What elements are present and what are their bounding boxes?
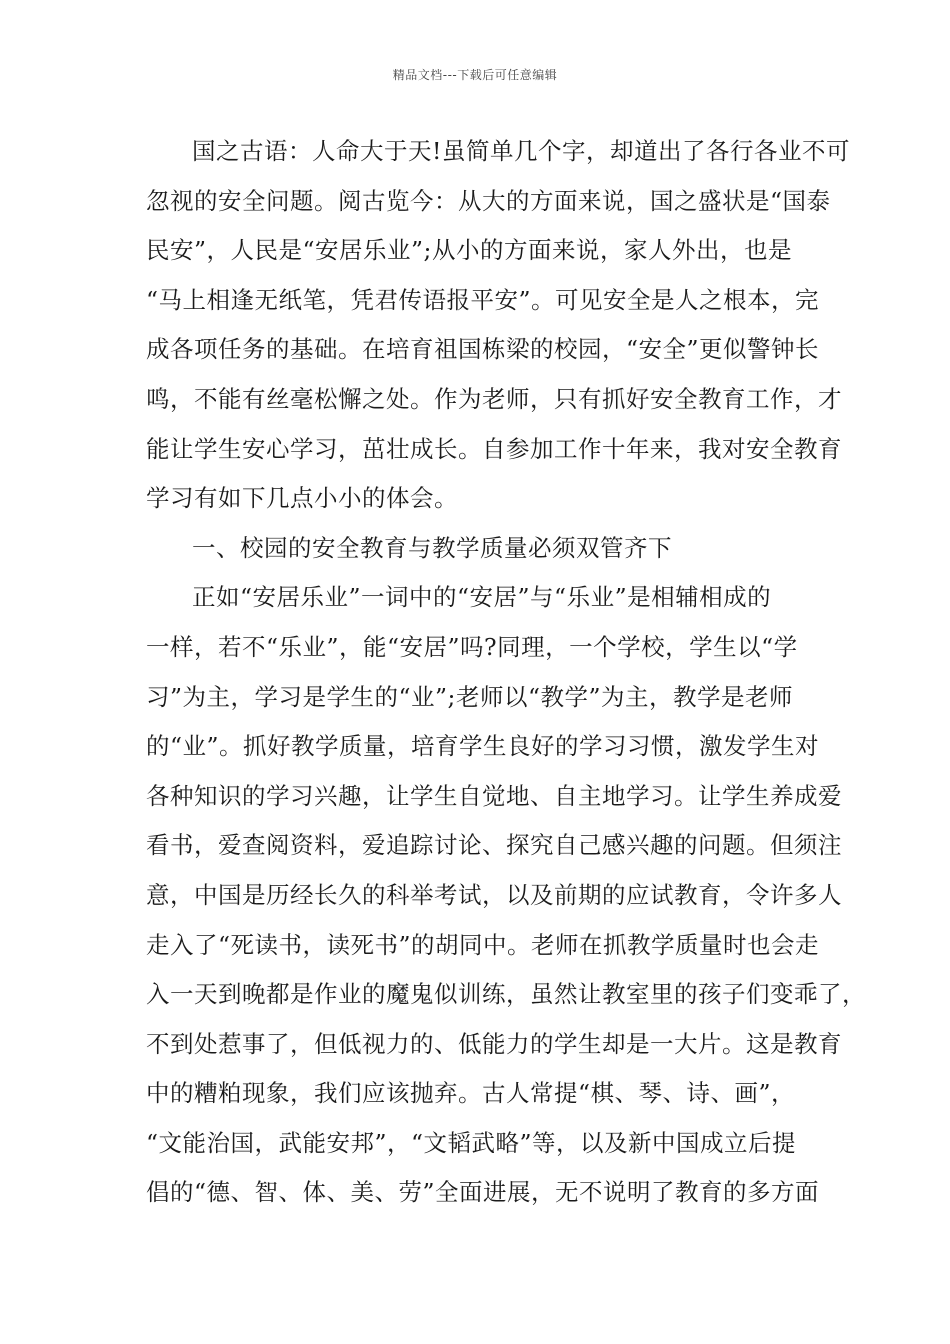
text-line: 意，中国是历经长久的科举考试，以及前期的应试教育，令许多人	[146, 880, 842, 909]
text-line: 国之古语：人命大于天!虽简单几个字，却道出了各行各业不可	[192, 137, 850, 165]
document-body	[146, 131, 866, 1222]
text-line: 各种知识的学习兴趣，让学生自觉地、自主地学习。让学生养成爱	[146, 781, 842, 810]
text-line: 的“业”。抓好教学质量，培育学生良好的学习习惯，激发学生对	[146, 732, 820, 761]
text-line: 学习有如下几点小小的体会。	[146, 484, 458, 513]
section-heading: 一、校园的安全教育与教学质量必须双管齐下	[192, 533, 672, 562]
text-line: 忽视的安全问题。阅古览今：从大的方面来说，国之盛状是“国泰	[146, 186, 831, 215]
text-line: 民安”，人民是“安居乐业”;从小的方面来说，家人外出，也是	[146, 236, 792, 265]
text-line: “马上相逢无纸笔，凭君传语报平安”。可见安全是人之根本，完	[146, 285, 820, 314]
text-line: 入一天到晚都是作业的魔鬼似训练，虽然让教室里的孩子们变乖了，	[146, 980, 866, 1009]
text-line: 看书，爱查阅资料，爱追踪讨论、探究自己感兴趣的问题。但须注	[146, 831, 842, 860]
text-line: 能让学生安心学习，茁壮成长。自参加工作十年来，我对安全教育	[146, 434, 842, 463]
text-line: 成各项任务的基础。在培育祖国栋梁的校园，“安全”更似警钟长	[146, 335, 820, 364]
text-line: 习”为主，学习是学生的“业”;老师以“教学”为主，教学是老师	[146, 682, 793, 711]
page-header: 精品文档---下载后可任意编辑	[392, 68, 558, 82]
text-line: 一样，若不“乐业”，能“安居”吗?同理，一个学校，学生以“学	[146, 632, 798, 661]
text-line: 中的糟粕现象，我们应该抛弃。古人常提“棋、琴、诗、画”，	[146, 1079, 796, 1108]
text-line: 走入了“死读书，读死书”的胡同中。老师在抓教学质量时也会走	[146, 930, 820, 959]
text-line: 不到处惹事了，但低视力的、低能力的学生却是一大片。这是教育	[146, 1029, 842, 1058]
text-line: 正如“安居乐业”一词中的“安居”与“乐业”是相辅相成的	[192, 583, 772, 612]
text-line: “文能治国，武能安邦”，“文韬武略”等，以及新中国成立后提	[146, 1128, 797, 1157]
text-line: 鸣，不能有丝毫松懈之处。作为老师，只有抓好安全教育工作，才	[146, 384, 842, 413]
text-line: 倡的“德、智、体、美、劳”全面进展，无不说明了教育的多方面	[146, 1178, 820, 1207]
